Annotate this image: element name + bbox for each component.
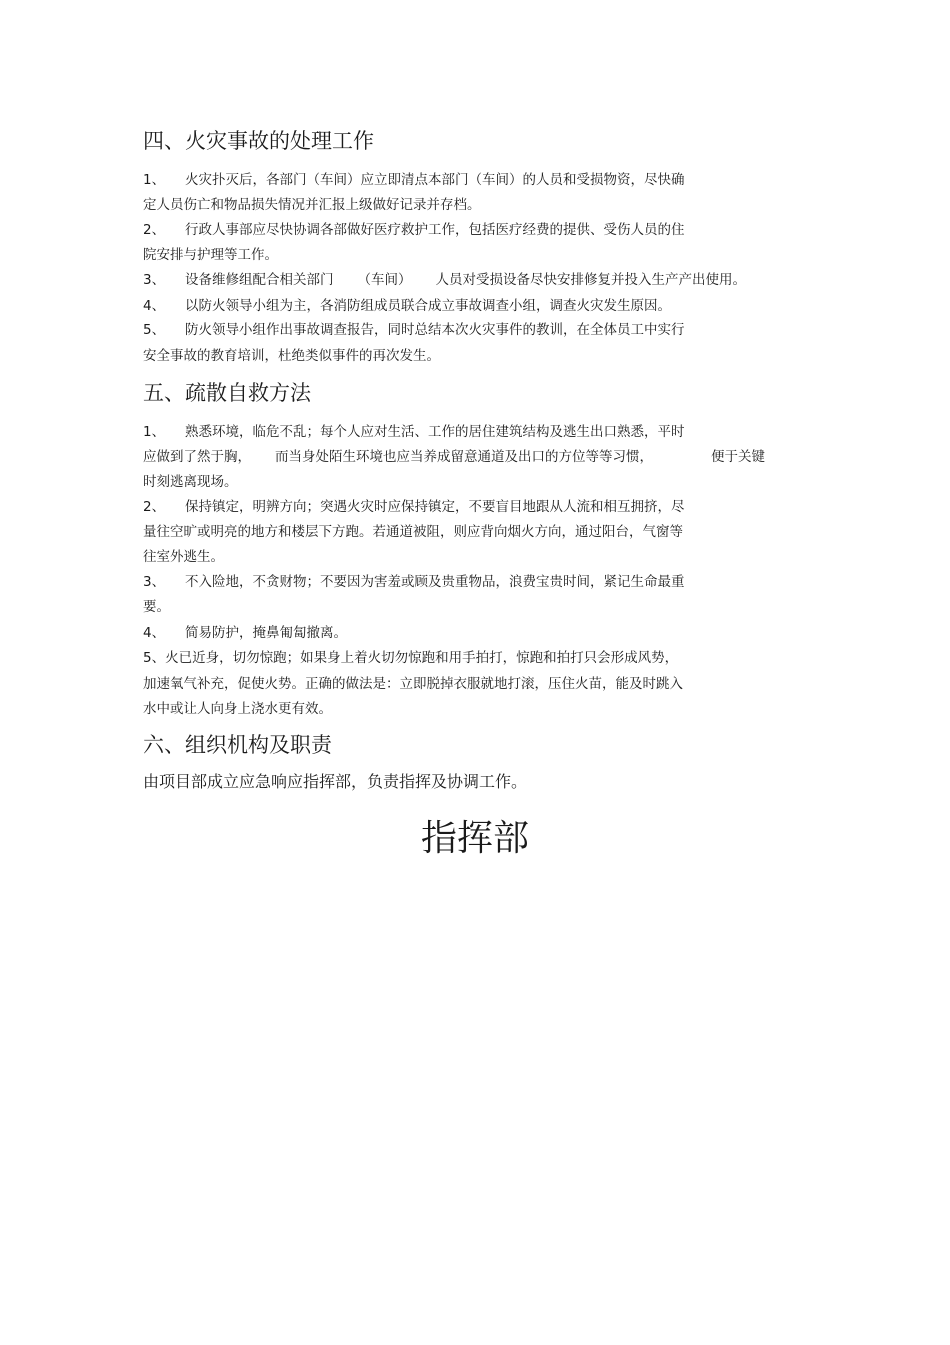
item-4-2-line-2: 院安排与护理等工作。 [143,247,278,263]
item-4-1-line-2: 定人员伤亡和物品损失情况并汇报上级做好记录并存档。 [143,197,481,213]
item-4-1-line-1: 1、 火灾扑灭后，各部门（车间）应立即清点本部门（车间）的人员和受损物资，尽快确 [143,172,685,188]
section-6-body: 由项目部成立应急响应指挥部，负责指挥及协调工作。 [143,772,528,791]
item-5-3-line-1: 3、 不入险地，不贪财物；不要因为害羞或顾及贵重物品，浪费宝贵时间，紧记生命最重 [143,574,685,590]
section-heading-5: 五、疏散自救方法 [143,381,311,405]
section-heading-4: 四、火灾事故的处理工作 [143,129,374,153]
item-5-5-line-1: 5、火已近身，切勿惊跑；如果身上着火切勿惊跑和用手拍打，惊跑和拍打只会形成风势， [143,650,679,666]
item-4-4-line-1: 4、 以防火领导小组为主，各消防组成员联合成立事故调查小组，调查火灾发生原因。 [143,298,671,314]
command-center-title: 指挥部 [420,818,529,859]
item-5-4-line-1: 4、 简易防护，掩鼻匍匐撤离。 [143,625,347,641]
item-5-5-line-3: 水中或让人向身上浇水更有效。 [143,701,332,717]
section-heading-6: 六、组织机构及职责 [143,733,332,757]
item-5-5-line-2: 加速氧气补充，促使火势。正确的做法是：立即脱掉衣服就地打滚，压住火苗，能及时跳入 [143,676,683,692]
item-4-2-line-1: 2、 行政人事部应尽快协调各部做好医疗救护工作，包括医疗经费的提供、受伤人员的住 [143,222,685,238]
item-4-5-line-2: 安全事故的教育培训，杜绝类似事件的再次发生。 [143,348,440,364]
item-5-1-line-3: 时刻逃离现场。 [143,474,238,490]
item-5-1-line-2: 应做到了然于胸， 而当身处陌生环境也应当养成留意通道及出口的方位等等习惯， 便于关键 [143,449,765,465]
item-5-2-line-1: 2、 保持镇定，明辨方向；突遇火灾时应保持镇定，不要盲目地跟从人流和相互拥挤，尽 [143,499,685,515]
item-5-2-line-3: 往室外逃生。 [143,549,224,565]
item-5-1-line-1: 1、 熟悉环境，临危不乱；每个人应对生活、工作的居住建筑结构及逃生出口熟悉，平时 [143,424,685,440]
item-4-3-line-1: 3、 设备维修组配合相关部门 （车间） 人员对受损设备尽快安排修复并投入生产产出使用。 [143,272,746,288]
item-4-5-line-1: 5、 防火领导小组作出事故调查报告，同时总结本次火灾事件的教训，在全体员工中实行 [143,322,685,338]
item-5-3-line-2: 要。 [143,599,170,615]
item-5-2-line-2: 量往空旷或明亮的地方和楼层下方跑。若通道被阻，则应背向烟火方向，通过阳台，气窗等 [143,524,683,540]
